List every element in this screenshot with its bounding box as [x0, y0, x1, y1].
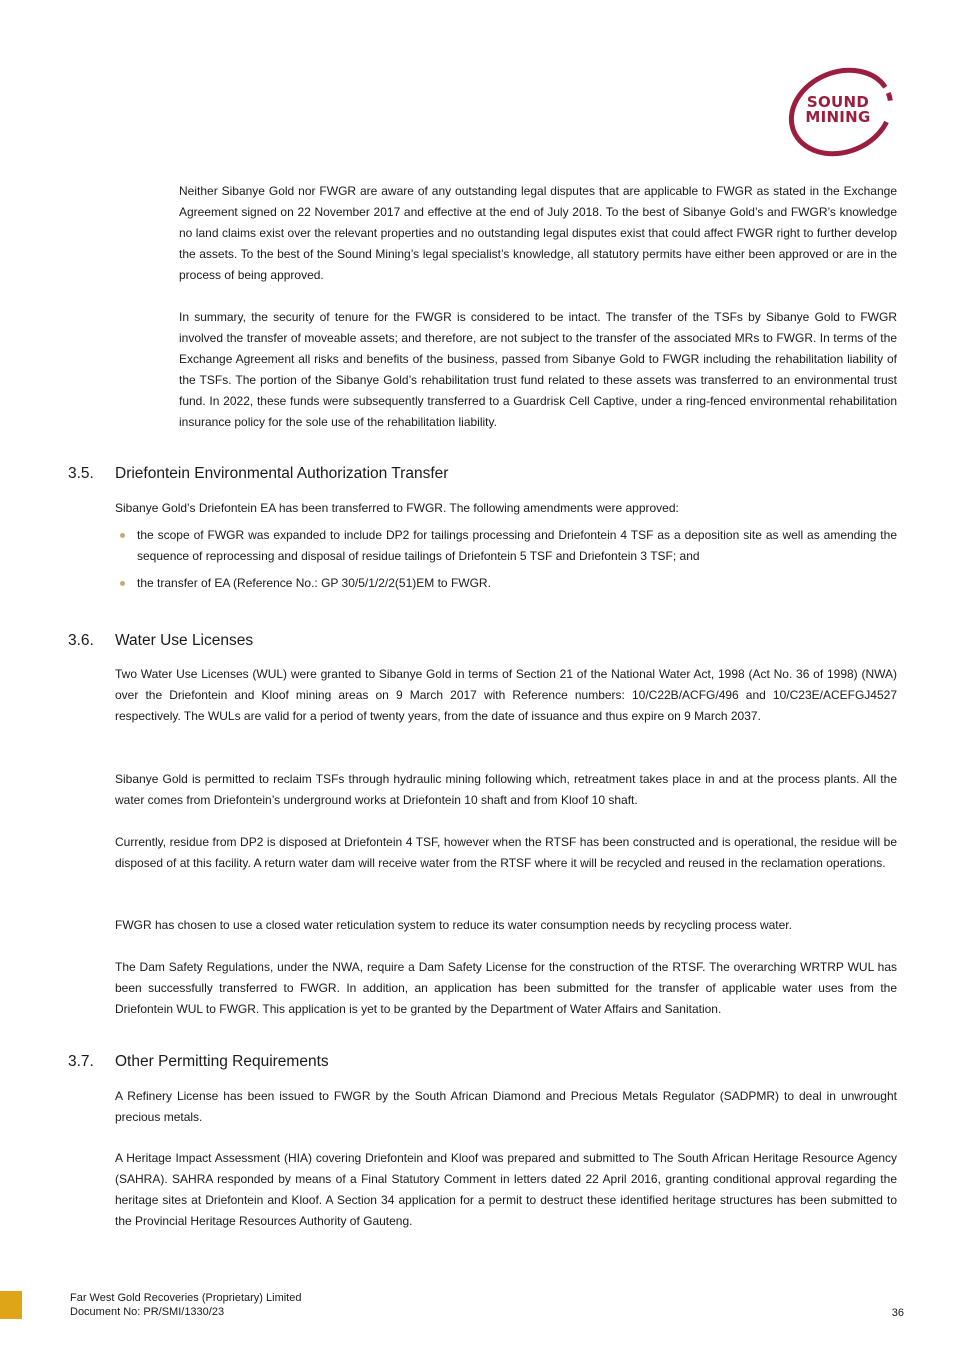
body-paragraph: A Heritage Impact Assessment (HIA) covering Driefontein and Kloof was prepared and submitted to The South African Heritage Resource Agency (SAHRA). SAHRA responded by means of a Final Statutory Comment in letters dated 22 April 2016, granting conditional approval regarding the heritage sites at Driefontein and Kloof. A Section 34 application for a permit to destruct these identified heritage structures has been submitted to the Provincial Heritage Resources Authority of Gauteng.	[115, 1151, 897, 1228]
body-paragraph: Currently, residue from DP2 is disposed at Driefontein 4 TSF, however when the RTSF has been constructed and is operational, the residue will be disposed of at this facility. A return water dam will receive water from the RTSF where it will be recycled and reused in the reclamation operations.	[115, 835, 897, 870]
footer-company: Far West Gold Recoveries (Proprietary) Limited	[70, 1292, 302, 1304]
footer-document-number: Document No: PR/SMI/1330/23	[70, 1306, 225, 1318]
body-paragraph: Sibanye Gold is permitted to reclaim TSFs through hydraulic mining following which, retreatment takes place in and at the process plants. All the water comes from Driefontein’s underground works at Driefontein 10 shaft and from Kloof 10 shaft.	[115, 772, 897, 807]
section-heading-3-7	[68, 1052, 329, 1072]
logo-line-sound: SOUND	[806, 93, 870, 111]
logo-text	[786, 95, 890, 125]
amendments-list	[115, 525, 897, 600]
logo-line-mining: MINING	[805, 108, 871, 126]
section-title: Water Use Licenses	[115, 632, 254, 649]
list-item	[115, 525, 897, 567]
section-number: 3.5.	[68, 465, 94, 482]
sound-mining-logo	[786, 66, 898, 158]
bullet-icon	[120, 581, 125, 586]
section-number: 3.6.	[68, 632, 94, 649]
intro-paragraph: Neither Sibanye Gold nor FWGR are aware of any outstanding legal disputes that are applicable to FWGR as stated in the Exchange Agreement signed on 22 November 2017 and effective at the end of July 2018. To the best of Sibanye Gold’s and FWGR’s knowledge no land claims exist over the relevant properties and no outstanding legal disputes exist that could affect FWGR right to further develop the assets. To the best of the Sound Mining’s legal specialist’s knowledge, all statutory permits have either been approved or are in the process of being approved.	[179, 184, 897, 282]
footer	[70, 1291, 301, 1319]
bullet-icon	[120, 533, 125, 538]
intro-paragraph: In summary, the security of tenure for the FWGR is considered to be intact. The transfer of the TSFs by Sibanye Gold to FWGR involved the transfer of moveable assets; and therefore, are not subject to the transfer of the associated MRs to FWGR. In terms of the Exchange Agreement all risks and benefits of the business, passed from Sibanye Gold to FWGR including the rehabilitation liability of the TSFs. The portion of the Sibanye Gold’s rehabilitation trust fund related to these assets was transferred to an environmental trust fund. In 2022, these funds were subsequently transferred to a Guardrisk Cell Captive, under a ring-fenced environmental rehabilitation insurance policy for the sole use of the rehabilitation liability.	[179, 310, 897, 429]
list-item-text: the transfer of EA (Reference No.: GP 30/5/1/2/2(51)EM to FWGR.	[137, 576, 491, 590]
body-paragraph: A Refinery License has been issued to FWGR by the South African Diamond and Precious Metals Regulator (SADPMR) to deal in unwrought precious metals.	[115, 1089, 897, 1124]
section-title: Driefontein Environmental Authorization Transfer	[115, 465, 449, 482]
section-heading-3-5	[68, 464, 448, 484]
body-paragraph: FWGR has chosen to use a closed water reticulation system to reduce its water consumption needs by recycling process water.	[115, 918, 792, 932]
body-paragraph: The Dam Safety Regulations, under the NWA, require a Dam Safety License for the construction of the RTSF. The overarching WRTRP WUL has been successfully transferred to FWGR. In addition, an application has been submitted for the transfer of applicable water uses from the Driefontein WUL to FWGR. This application is yet to be granted by the Department of Water Affairs and Sanitation.	[115, 960, 897, 1016]
list-item	[115, 573, 897, 594]
section-number: 3.7.	[68, 1053, 94, 1070]
section-title: Other Permitting Requirements	[115, 1053, 329, 1070]
page-number: 36	[891, 1307, 904, 1319]
body-paragraph: Two Water Use Licenses (WUL) were granted to Sibanye Gold in terms of Section 21 of the National Water Act, 1998 (Act No. 36 of 1998) (NWA) over the Driefontein and Kloof mining areas on 9 March 2017 with Reference numbers: 10/C22B/ACFG/496 and 10/C23E/ACEFGJ4527 respectively. The WULs are valid for a period of twenty years, from the date of issuance and thus expire on 9 March 2037.	[115, 667, 897, 723]
footer-accent-bar	[0, 1291, 22, 1319]
list-item-text: the scope of FWGR was expanded to include DP2 for tailings processing and Driefontein 4 TSF as a deposition site as well as amending the sequence of reprocessing and disposal of residue tailings of Driefontein 5 TSF and Driefontein 3 TSF; and	[137, 528, 897, 563]
section-heading-3-6	[68, 631, 253, 651]
section-lead: Sibanye Gold’s Driefontein EA has been transferred to FWGR. The following amendments were approved:	[115, 501, 679, 515]
